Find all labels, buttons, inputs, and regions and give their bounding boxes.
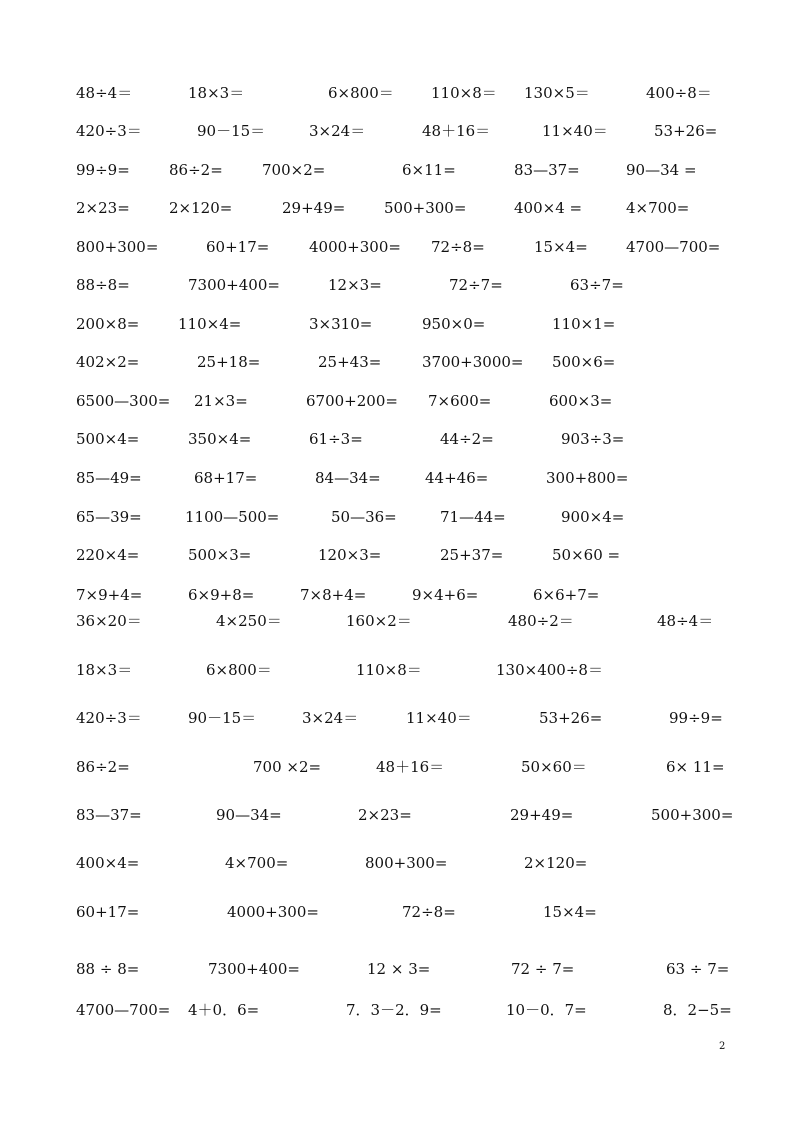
math-problem: 130×400÷8＝ [496, 661, 603, 679]
math-problem: 72÷8= [402, 903, 456, 921]
problem-row [0, 197, 793, 219]
math-problem: 61÷3= [309, 430, 363, 448]
problem-row [0, 351, 793, 373]
problem-row [0, 584, 793, 606]
math-problem: 500×3= [188, 546, 252, 564]
math-problem: 53+26= [539, 709, 603, 727]
problem-row [0, 707, 793, 729]
math-problem: 90－15＝ [197, 122, 266, 140]
math-problem: 12×3= [328, 276, 382, 294]
math-problem: 72÷7= [449, 276, 503, 294]
math-problem: 60+17= [76, 903, 140, 921]
math-problem: 4700—700= [626, 238, 721, 256]
math-problem: 90—34 = [626, 161, 697, 179]
problem-row [0, 901, 793, 923]
math-problem: 83—37= [514, 161, 580, 179]
math-problem: 3×24＝ [309, 122, 366, 140]
math-problem: 700×2= [262, 161, 326, 179]
math-problem: 10－0．7= [506, 1001, 587, 1019]
math-problem: 18×3＝ [188, 84, 245, 102]
math-problem: 6×9+8= [188, 586, 255, 604]
math-problem: 36×20＝ [76, 612, 142, 630]
problem-row [0, 159, 793, 181]
math-problem: 400÷8＝ [646, 84, 712, 102]
math-problem: 50—36= [331, 508, 397, 526]
math-problem: 110×1= [552, 315, 616, 333]
math-problem: 7．3－2．9= [346, 1001, 442, 1019]
math-problem: 63÷7= [570, 276, 624, 294]
math-problem: 21×3= [194, 392, 248, 410]
math-problem: 12 × 3= [367, 960, 431, 978]
math-problem: 99÷9= [669, 709, 723, 727]
math-problem: 7300+400= [208, 960, 300, 978]
math-problem: 7300+400= [188, 276, 280, 294]
problem-row [0, 659, 793, 681]
math-problem: 7×9+4= [76, 586, 143, 604]
math-problem: 6700+200= [306, 392, 398, 410]
math-problem: 500+300= [651, 806, 734, 824]
math-problem: 9×4+6= [412, 586, 479, 604]
math-problem: 25+37= [440, 546, 504, 564]
math-problem: 48÷4＝ [657, 612, 714, 630]
problem-row [0, 958, 793, 980]
math-problem: 6×800＝ [328, 84, 394, 102]
math-problem: 60+17= [206, 238, 270, 256]
math-problem: 71—44= [440, 508, 506, 526]
math-problem: 25+43= [318, 353, 382, 371]
math-problem: 86÷2= [76, 758, 130, 776]
math-problem: 500+300= [384, 199, 467, 217]
math-problem: 29+49= [510, 806, 574, 824]
problem-row [0, 390, 793, 412]
math-problem: 48÷4＝ [76, 84, 133, 102]
math-problem: 402×2= [76, 353, 140, 371]
math-problem: 220×4= [76, 546, 140, 564]
problem-row [0, 852, 793, 874]
math-problem: 500×4= [76, 430, 140, 448]
math-problem: 65—39= [76, 508, 142, 526]
math-problem: 50×60 = [552, 546, 621, 564]
math-problem: 4000+300= [227, 903, 319, 921]
math-problem: 420÷3＝ [76, 709, 142, 727]
math-problem: 400×4= [76, 854, 140, 872]
math-problem: 4×700= [626, 199, 690, 217]
math-problem: 84—34= [315, 469, 381, 487]
math-problem: 11×40＝ [542, 122, 608, 140]
math-problem: 420÷3＝ [76, 122, 142, 140]
math-problem: 200×8= [76, 315, 140, 333]
math-problem: 110×8＝ [431, 84, 497, 102]
math-problem: 2×120= [169, 199, 233, 217]
problem-row [0, 120, 793, 142]
math-problem: 4＋0．6= [188, 1001, 260, 1019]
math-problem: 88÷8= [76, 276, 130, 294]
math-problem: 6×6+7= [533, 586, 600, 604]
math-problem: 53+26= [654, 122, 718, 140]
math-problem: 15×4= [534, 238, 588, 256]
math-problem: 68+17= [194, 469, 258, 487]
math-problem: 1100—500= [185, 508, 280, 526]
problem-row [0, 82, 793, 104]
math-problem: 4×700= [225, 854, 289, 872]
problem-row [0, 610, 793, 632]
math-problem: 18×3＝ [76, 661, 133, 679]
math-problem: 2×23= [76, 199, 130, 217]
math-problem: 83—37= [76, 806, 142, 824]
math-problem: 400×4 = [514, 199, 583, 217]
math-problem: 500×6= [552, 353, 616, 371]
math-problem: 7×600= [428, 392, 492, 410]
math-problem: 903÷3= [561, 430, 625, 448]
math-problem: 6500—300= [76, 392, 171, 410]
math-problem: 160×2＝ [346, 612, 412, 630]
math-problem: 2×120= [524, 854, 588, 872]
math-problem: 4000+300= [309, 238, 401, 256]
math-problem: 3×310= [309, 315, 373, 333]
problem-row [0, 274, 793, 296]
problem-row [0, 467, 793, 489]
math-problem: 350×4= [188, 430, 252, 448]
math-problem: 6× 11= [666, 758, 725, 776]
math-problem: 88 ÷ 8= [76, 960, 140, 978]
math-problem: 15×4= [543, 903, 597, 921]
page-number: 2 [719, 1041, 726, 1052]
math-problem: 110×8＝ [356, 661, 422, 679]
math-problem: 4×250＝ [216, 612, 282, 630]
math-problem: 900×4= [561, 508, 625, 526]
math-problem: 48＋16＝ [422, 122, 491, 140]
math-problem: 3×24＝ [302, 709, 359, 727]
math-problem: 120×3= [318, 546, 382, 564]
math-problem: 85—49= [76, 469, 142, 487]
math-problem: 800+300= [365, 854, 448, 872]
math-problem: 480÷2＝ [508, 612, 574, 630]
math-problem: 2×23= [358, 806, 412, 824]
math-problem: 86÷2= [169, 161, 223, 179]
problem-row [0, 756, 793, 778]
math-problem: 99÷9= [76, 161, 130, 179]
math-problem: 800+300= [76, 238, 159, 256]
math-problem: 44÷2= [440, 430, 494, 448]
math-problem: 25+18= [197, 353, 261, 371]
math-problem: 130×5＝ [524, 84, 590, 102]
math-problem: 700 ×2= [253, 758, 322, 776]
math-problem: 72÷8= [431, 238, 485, 256]
math-problem: 90－15＝ [188, 709, 257, 727]
problem-row [0, 999, 793, 1021]
math-problem: 7×8+4= [300, 586, 367, 604]
problem-row [0, 313, 793, 335]
math-problem: 4700—700= [76, 1001, 171, 1019]
problem-row [0, 236, 793, 258]
math-problem: 3700+3000= [422, 353, 524, 371]
math-problem: 90—34= [216, 806, 282, 824]
problem-row [0, 506, 793, 528]
math-problem: 950×0= [422, 315, 486, 333]
math-problem: 11×40＝ [406, 709, 472, 727]
math-problem: 6×800＝ [206, 661, 272, 679]
math-problem: 63 ÷ 7= [666, 960, 730, 978]
math-problem: 8．2−5= [663, 1001, 732, 1019]
math-problem: 29+49= [282, 199, 346, 217]
math-problem: 72 ÷ 7= [511, 960, 575, 978]
math-problem: 44+46= [425, 469, 489, 487]
math-problem: 50×60＝ [521, 758, 587, 776]
problem-row [0, 544, 793, 566]
math-problem: 600×3= [549, 392, 613, 410]
math-problem: 110×4= [178, 315, 242, 333]
math-problem: 48＋16＝ [376, 758, 445, 776]
problem-row [0, 804, 793, 826]
math-problem: 300+800= [546, 469, 629, 487]
problem-row [0, 428, 793, 450]
math-problem: 6×11= [402, 161, 456, 179]
